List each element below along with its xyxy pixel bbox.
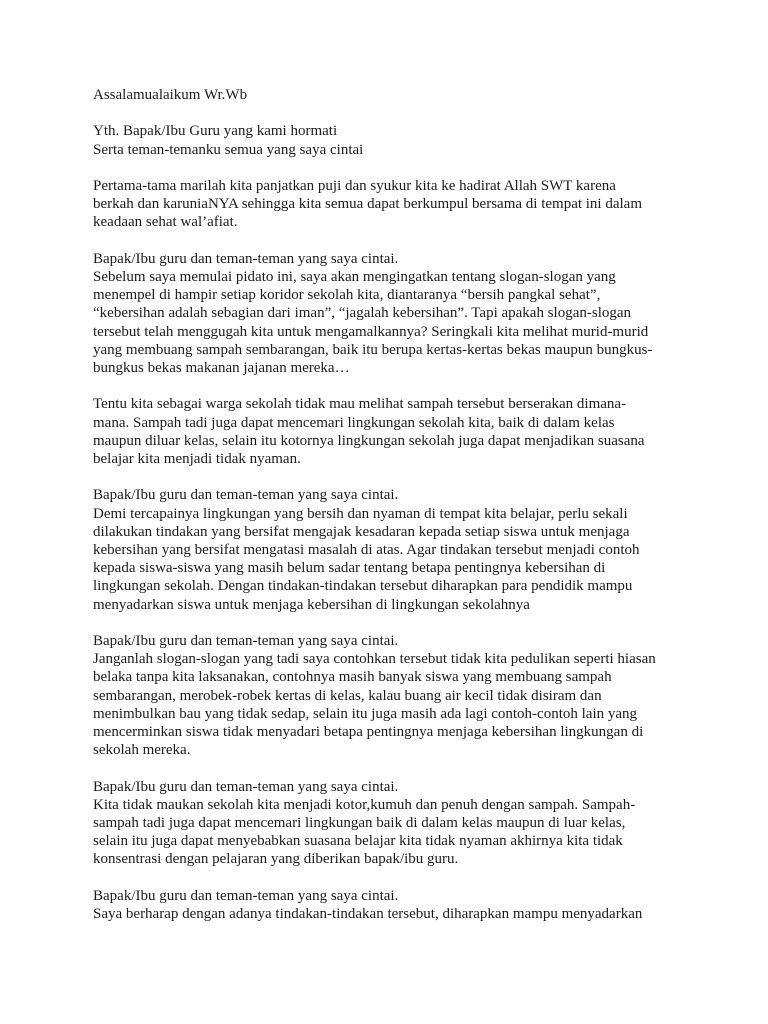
text-line: Demi tercapainya lingkungan yang bersih dan nyaman di tempat kita belajar, perlu sekali	[93, 505, 628, 522]
text-line: sampah tadi juga dapat mencemari lingkungan baik di dalam kelas maupun di luar kelas,	[93, 815, 626, 832]
paragraph	[93, 887, 678, 923]
text-line: bungkus bekas makanan jajanan mereka…	[93, 360, 350, 376]
text-line: Saya berharap dengan adanya tindakan-tindakan tersebut, diharapkan mampu menyadarkan	[93, 906, 643, 923]
text-line: belajar kita menjadi tidak nyaman.	[93, 451, 301, 467]
text-line: Kita tidak maukan sekolah kita menjadi kotor,kumuh dan penuh dengan sampah. Sampah-	[93, 796, 636, 813]
paragraph	[93, 486, 678, 613]
text-line: Bapak/Ibu guru dan teman-teman yang saya cintai.	[93, 887, 399, 904]
text-line: selain itu juga dapat menyebabkan suasana belajar kita tidak nyaman akhirnya kita tidak	[93, 833, 623, 850]
text-line: menyadarkan siswa untuk menjaga kebersihan di lingkungan sekolahnya	[93, 596, 530, 613]
text-line: keadaan sehat wal’afiat.	[93, 214, 238, 231]
text-line: Yth. Bapak/Ibu Guru yang kami hormati	[93, 123, 338, 140]
paragraph	[93, 778, 678, 869]
paragraph	[93, 122, 678, 158]
text-line: Sebelum saya memulai pidato ini, saya akan mengingatkan tentang slogan-slogan yang	[93, 268, 616, 285]
text-line: Bapak/Ibu guru dan teman-teman yang saya cintai.	[93, 487, 399, 504]
text-line: yang membuang sampah sembarangan, baik itu berupa kertas-kertas bekas maupun bungkus-	[93, 341, 653, 358]
paragraph	[93, 86, 678, 104]
text-line: menempel di hampir setiap koridor sekolah kita, diantaranya “bersih pangkal sehat”,	[93, 287, 601, 304]
text-line: Assalamualaikum Wr.Wb	[93, 87, 248, 103]
text-line: konsentrasi dengan pelajaran yang diberikan bapak/ibu guru.	[93, 851, 459, 868]
text-line: sembarangan, merobek-robek kertas di kelas, kalau buang air kecil tidak disiram dan	[93, 687, 602, 704]
text-line: “kebersihan adalah sebagian dari iman”, “jagalah kebersihan”. Tapi apakah slogan-slogan	[93, 305, 632, 322]
text-line: maupun diluar kelas, selain itu kotornya lingkungan sekolah juga dapat menjadikan suasana	[93, 432, 645, 449]
paragraph	[93, 632, 678, 759]
document-body	[93, 86, 678, 941]
text-line: dilakukan tindakan yang bersifat mengajak kesadaran kepada setiap siswa untuk menjaga	[93, 523, 630, 540]
text-line: Bapak/Ibu guru dan teman-teman yang saya cintai.	[93, 633, 399, 649]
paragraph	[93, 177, 678, 232]
text-line: mencerminkan siswa tidak menyadari betapa pentingnya menjaga kebersihan lingkungan di	[93, 724, 644, 741]
text-line: belaka tanpa kita laksanakan, contohnya masih banyak siswa yang membuang sampah	[93, 669, 612, 686]
text-line: kepada siswa-siswa yang masih belum sadar tentang betapa pentingnya kebersihan di	[93, 560, 606, 577]
text-line: Bapak/Ibu guru dan teman-teman yang saya cintai.	[93, 778, 399, 795]
text-line: Serta teman-temanku semua yang saya cintai	[93, 141, 364, 158]
text-line: kebersihan yang bersifat mengatasi masalah di atas. Agar tindakan tersebut menjadi contoh	[93, 542, 640, 558]
paragraph	[93, 395, 678, 468]
text-line: Tentu kita sebagai warga sekolah tidak mau melihat sampah tersebut berserakan dimana-	[93, 396, 627, 413]
text-line: Pertama-tama marilah kita panjatkan puji dan syukur kita ke hadirat Allah SWT karena	[93, 177, 616, 194]
text-line: mana. Sampah tadi juga dapat mencemari lingkungan sekolah kita, baik di dalam kelas	[93, 414, 615, 431]
text-line: menimbulkan bau yang tidak sedap, selain itu juga masih ada lagi contoh-contoh lain yang	[93, 705, 638, 722]
text-line: Bapak/Ibu guru dan teman-teman yang saya cintai.	[93, 250, 399, 267]
text-line: lingkungan sekolah. Dengan tindakan-tindakan tersebut diharapkan para pendidik mampu	[93, 578, 633, 595]
paragraph	[93, 250, 678, 377]
text-line: tersebut telah menggugah kita untuk mengamalkannya? Seringkali kita melihat murid-murid	[93, 323, 649, 340]
text-line: Janganlah slogan-slogan yang tadi saya contohkan tersebut tidak kita pedulikan seperti hiasan	[93, 651, 656, 668]
text-line: sekolah mereka.	[93, 742, 191, 759]
text-line: berkah dan karuniaNYA sehingga kita semua dapat berkumpul bersama di tempat ini dalam	[93, 196, 643, 213]
